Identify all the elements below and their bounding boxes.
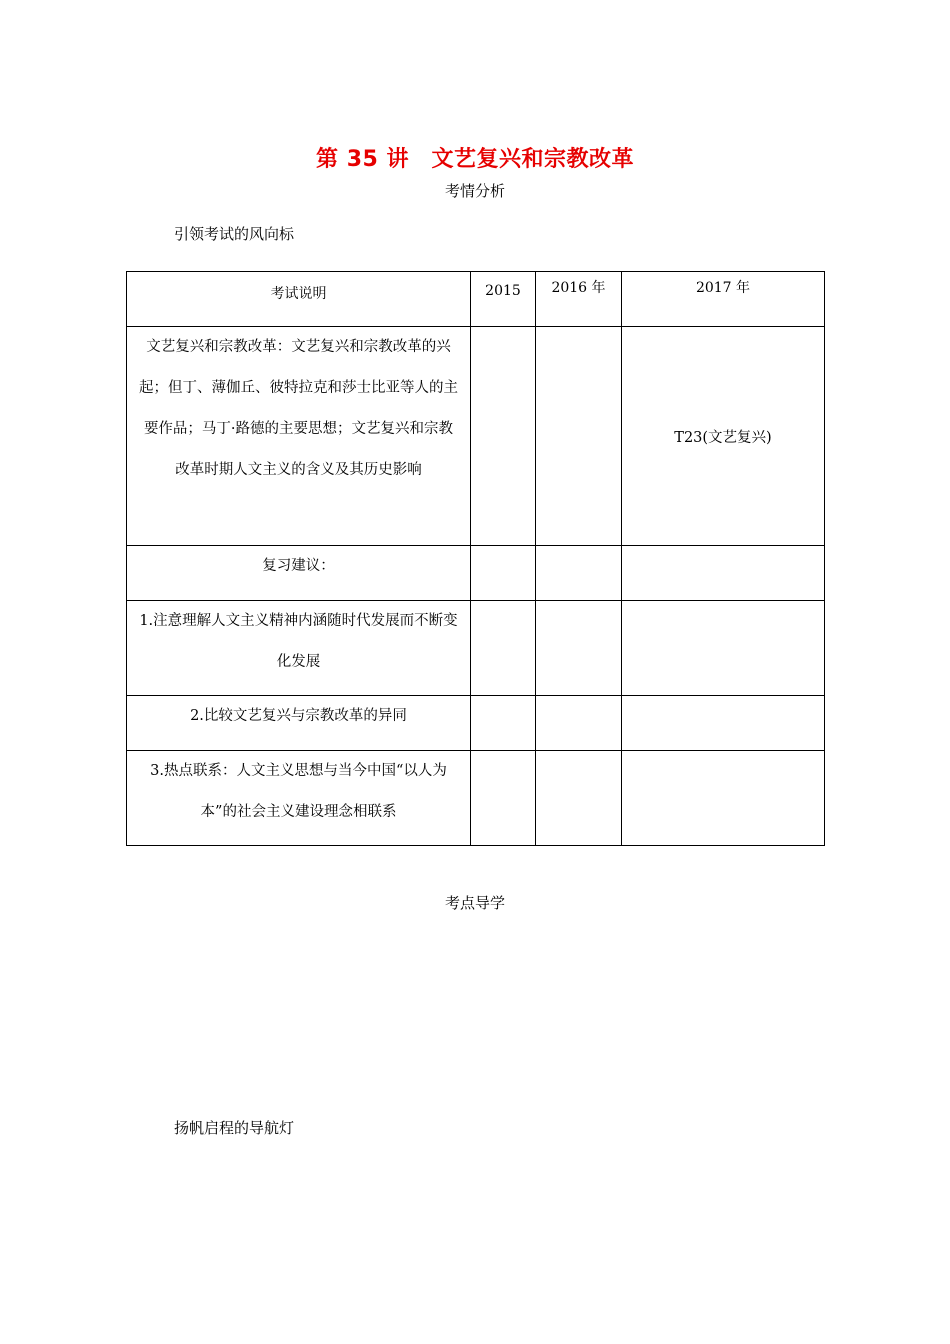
cell-2017: T23(文艺复兴) [674, 429, 772, 446]
table-row [127, 546, 825, 601]
section-heading-key-points: 考点导学 [444, 894, 505, 912]
table-row [127, 751, 825, 846]
table-cell [536, 327, 622, 546]
table-row [127, 601, 825, 696]
page-title: 第 35 讲 文艺复兴和宗教改革 [316, 147, 634, 172]
table-cell [471, 546, 536, 601]
table-cell [127, 696, 471, 751]
row-description: 2.比较文艺复兴与宗教改革的异同 [190, 708, 407, 724]
table-row [127, 327, 825, 546]
header-year-2015: 2015 [485, 283, 521, 299]
table-cell [622, 327, 825, 546]
table-cell [536, 601, 622, 696]
table-cell [471, 751, 536, 846]
table-cell [471, 696, 536, 751]
header-year-2016: 2016 年 [551, 280, 606, 296]
table-header-row [127, 272, 825, 327]
header-exam-description: 考试说明 [270, 286, 327, 302]
table-cell [471, 327, 536, 546]
section-heading-exam-guide: 引领考试的风向标 [174, 225, 295, 243]
table-row [127, 696, 825, 751]
table-cell [536, 546, 622, 601]
table-cell [471, 601, 536, 696]
table-cell [536, 696, 622, 751]
table-cell [622, 601, 825, 696]
header-cell [471, 272, 536, 327]
table-cell [622, 751, 825, 846]
row-description: 复习建议： [262, 558, 335, 574]
table-cell [127, 751, 471, 846]
table-cell [127, 327, 471, 546]
row-description: 1.注意理解人文主义精神内涵随时代发展而不断变化发展 [139, 613, 458, 670]
table-cell [127, 546, 471, 601]
row-description: 3.热点联系：人文主义思想与当今中国“以人为本”的社会主义建设理念相联系 [150, 763, 447, 820]
section-heading-navigation: 扬帆启程的导航灯 [174, 1119, 295, 1137]
header-cell [622, 272, 825, 327]
table-cell [127, 601, 471, 696]
table-cell [622, 546, 825, 601]
table-cell [622, 696, 825, 751]
header-cell [127, 272, 471, 327]
header-cell [536, 272, 622, 327]
exam-table [126, 271, 825, 846]
header-year-2017: 2017 年 [695, 280, 751, 296]
row-description: 文艺复兴和宗教改革：文艺复兴和宗教改革的兴起；但丁、薄伽丘、彼特拉克和莎士比亚等人的主要作品；马丁·路德的主要思想；文艺复兴和宗教改革时期人文主义的含义及其历史影响 [139, 339, 458, 478]
table-cell [536, 751, 622, 846]
subtitle: 考情分析 [444, 182, 505, 200]
